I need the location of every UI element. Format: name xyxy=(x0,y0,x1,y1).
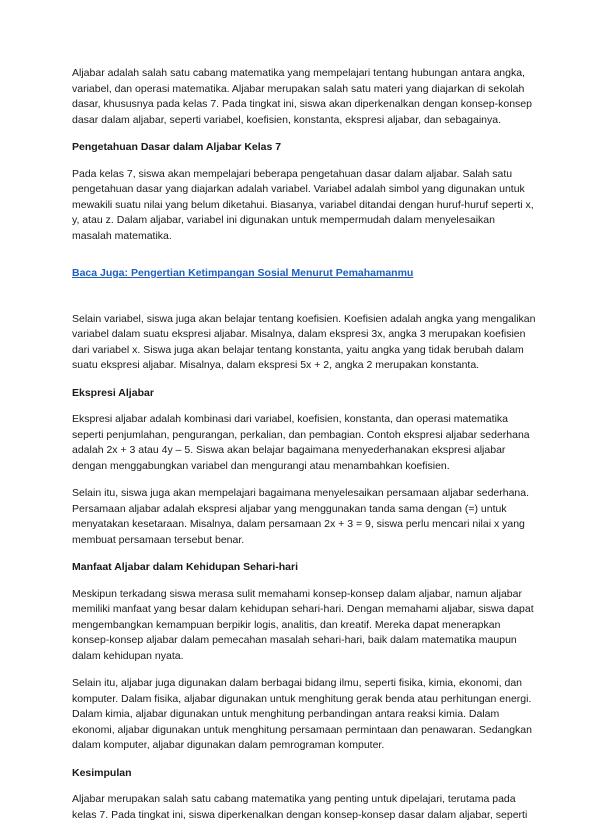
heading-ekspresi-aljabar: Ekspresi Aljabar xyxy=(72,386,154,399)
paragraph-ekspresi: Ekspresi aljabar adalah kombinasi dari variabel, koefisien, konstanta, dan operasi matematika seperti penjumlahan, pengurangan, perkalian, dan pembagian. Contoh ekspresi aljabar sederhana adalah 2x + 3 atau 4y – 5. Siswa akan belajar bagaimana menyederhanakan ekspresi aljabar dengan menggabungkan variabel dan mengurangi atau menambahkan koefisien. xyxy=(72,413,530,472)
paragraph-bidang-ilmu: Selain itu, aljabar juga digunakan dalam berbagai bidang ilmu, seperti fisika, kimia, ekonomi, dan komputer. Dalam fisika, aljabar digunakan untuk menghitung gerak benda atau perhitungan energi. Dalam kimia, aljabar digunakan untuk menghitung perbandingan antara reaksi kimia. Dalam ekonomi, aljabar digunakan untuk menghitung persamaan permintaan dan penawaran. Sedangkan dalam komputer, aljabar digunakan dalam pemrograman komputer. xyxy=(72,677,532,751)
heading-kesimpulan: Kesimpulan xyxy=(72,766,132,779)
heading-manfaat-aljabar: Manfaat Aljabar dalam Kehidupan Sehari-hari xyxy=(72,561,298,573)
paragraph-koefisien: Selain variabel, siswa juga akan belajar tentang koefisien. Koefisien adalah angka yang mengalikan variabel dalam suatu ekspresi aljabar. Misalnya, dalam ekspresi 3x, angka 3 merupakan koefisien dari variabel x. Siswa juga akan belajar tentang konstanta, yaitu angka yang tidak berubah dalam suatu ekspresi aljabar. Misalnya, dalam ekspresi 5x + 2, angka 2 merupakan konstanta. xyxy=(72,312,536,371)
paragraph-persamaan: Selain itu, siswa juga akan mempelajari bagaimana menyelesaikan persamaan aljabar sederhana. Persamaan aljabar adalah ekspresi aljabar yang menggunakan tanda sama dengan (=) untuk menyatakan kesetaraan. Misalnya, dalam persamaan 2x + 3 = 9, siswa perlu mencari nilai x yang membuat persamaan tersebut benar. xyxy=(72,487,530,546)
baca-juga-link[interactable]: Baca Juga: Pengertian Ketimpangan Sosial Menurut Pemahamanmu xyxy=(72,267,414,279)
heading-pengetahuan-dasar: Pengetahuan Dasar dalam Aljabar Kelas 7 xyxy=(72,141,282,153)
paragraph-manfaat: Meskipun terkadang siswa merasa sulit memahami konsep-konsep dalam aljabar, namun aljabar memiliki manfaat yang besar dalam kehidupan sehari-hari. Dengan memahami aljabar, siswa dapat mengembangkan kemampuan berpikir logis, analitis, dan kreatif. Mereka dapat menerapkan konsep-konsep aljabar dalam pemecahan masalah sehari-hari, baik dalam matematika maupun dalam kehidupan nyata. xyxy=(72,587,534,662)
baca-juga-paragraph xyxy=(72,266,536,282)
paragraph-variabel: Pada kelas 7, siswa akan mempelajari beberapa pengetahuan dasar dalam aljabar. Salah satu pengetahuan dasar yang diajarkan adalah variabel. Variabel adalah simbol yang digunakan untuk mewakili suatu nilai yang belum diketahui. Biasanya, variabel ditandai dengan huruf-huruf seperti x, y, atau z. Dalam aljabar, variabel ini digunakan untuk mempermudah dalam menyelesaikan masalah matematika. xyxy=(72,167,534,242)
paragraph-kesimpulan: Aljabar merupakan salah satu cabang matematika yang penting untuk dipelajari, terutama pada kelas 7. Pada tingkat ini, siswa diperkenalkan dengan konsep-konsep dasar dalam aljabar, seperti xyxy=(72,793,528,821)
intro-paragraph: Aljabar adalah salah satu cabang matematika yang mempelajari tentang hubungan antara angka, variabel, dan operasi matematika. Aljabar merupakan salah satu materi yang diajarkan di sekolah dasar, khususnya pada kelas 7. Pada tingkat ini, siswa akan diperkenalkan dengan konsep-konsep dasar dalam aljabar, seperti variabel, koefisien, konstanta, ekspresi aljabar, dan sebagainya. xyxy=(72,67,532,126)
